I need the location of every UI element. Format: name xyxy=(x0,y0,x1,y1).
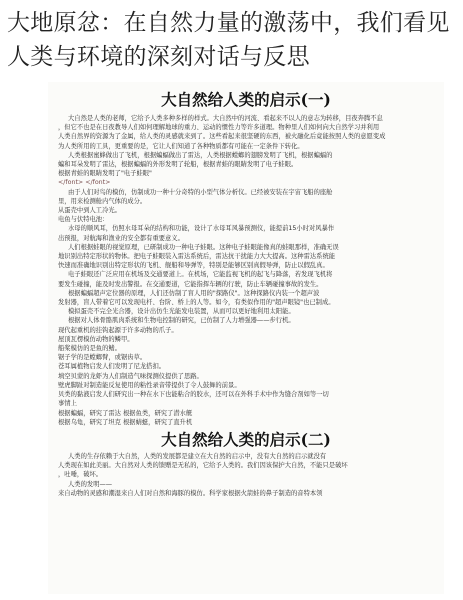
article-line: ，但它不也是在日夜教导人们如何理解地球的重力、运动的惯性力等许多道理。物种里人们如何向大自然学习并利用 xyxy=(58,124,380,132)
article-line: 根据乌龟，研究了坦克 根据蜻蜓，研究了直升机 xyxy=(58,418,193,426)
scanned-article-image xyxy=(48,82,444,594)
page-headline: 大地原忿：在自然力量的激荡中，我们看见人类与环境的深刻对话与反思 xyxy=(7,10,450,70)
article-line: 蝙和耳朵发明了雷达，根据蝙蝠的外形发明了轮船，根据青蛙的眼睛发明了电子蛙眼。 xyxy=(58,161,298,169)
article-line: 快速而准确地识别出特定形状的飞机、舰船和导弹等，特别是能够区别真假导弹，防止以假乱真。 xyxy=(58,262,329,270)
article-line: 大自然是人类的老师，它给予人类多种多样的样式。大自然中的河流、看起来不以人的意志为转移，目夜奔腾不息 xyxy=(68,115,383,122)
article-line: 人类的生存依赖于大自然，人类的发展都是建立在大自然的启示中，没有大自然的启示就没有 xyxy=(68,452,327,460)
article-line: 苍耳属植物启发人们发明了尼龙搭扣。 xyxy=(58,363,166,371)
article-line: 壁虎脚趾对制造能反复使用的粘性录音带提供了令人鼓舞的前景。 xyxy=(58,381,241,389)
section-two-body xyxy=(48,452,444,498)
article-line: 现代起重机的挂钩起源于许多动物的爪子。 xyxy=(58,326,178,334)
article-line: 从蛋壳中到人工冷光。 xyxy=(58,207,121,215)
article-line: 人类自然界的资源为了金属，给人类的灵感就来到了。这些看起来很坚硬的东西，被火融化后竟能按照人类的意愿变成 xyxy=(58,133,386,141)
article-line: 贝类的黏液启发人们研究出一种在水下也能粘合的胶水，还可以在外科手术中作为缝合剂如等一切 xyxy=(58,391,329,399)
article-line: 根据青蛙的眼睛发明了"电子蛙眼" xyxy=(58,170,152,178)
article-title-two: 大自然给人类的启示(二) xyxy=(161,429,331,449)
article-line: 根据蝙蝠超声定位器的原理，人们还仿制了盲人用的"探路仪"。这种探路仪内装一个超声波 xyxy=(68,289,320,297)
article-line: 地识别出特定形状的物体。把电子蛙眼装入雷达系统后，雷达抗干扰能力大大提高。这种雷达系统能 xyxy=(58,253,336,261)
article-line: </font> </font> xyxy=(58,179,111,187)
article-line: 要发生碰撞，能及时发出警报。在交通要道，它能指挥车辆的行驶，防止车辆碰撞事故的发生。 xyxy=(58,280,323,288)
article-line: 来自动物的灵感和潮湿来自人们对自然和海豚的模仿。科学家根据火箭蛙的鼻子制造的音特本领 xyxy=(58,489,323,497)
article-title-one: 大自然给人类的启示(一) xyxy=(161,90,331,109)
article-line: 屋顶瓦楞模仿动物的鳞甲。 xyxy=(58,335,134,343)
article-line: 里，用来检测舱内气体的成分。 xyxy=(58,197,147,205)
article-line: 发射器，盲人带着它可以发现电杆、台阶、桥上的人等。如今，有类似作用的"超声眼镜"也已制成。 xyxy=(58,299,335,307)
article-line: 出预报，对航海和渔业的安全都有重要意义。 xyxy=(58,234,184,242)
article-line: 由于人们对鸟的模仿，仿制成功一种十分奇特的小型气体分析仪。已经被安装在宇宙飞船的座舱 xyxy=(68,188,333,196)
article-line: 船桨模仿的是鱼的鳍。 xyxy=(58,345,121,353)
article-line: 锯子学的是螳螂臂，或锯齿草。 xyxy=(58,354,147,362)
article-line: 水母的顺风耳，仿照水母耳朵的结构和功能，设计了水母耳风暴预测仪，能提前15小时对风暴作 xyxy=(68,225,335,233)
article-line: 模拟蛋壳不完全光合器，设计出仿生光能发电装置，从而可以更好地利用太阳能。 xyxy=(68,308,295,316)
article-line: 事情上 xyxy=(58,400,77,408)
article-line: ，吐唾，破坏。 xyxy=(58,471,103,479)
article-line: 人们根据蛙眼的视觉原理，已研制成功一种电子蛙眼。这种电子蛙眼能像真的蛙眼那样，准确无误 xyxy=(68,243,339,251)
article-line: 人类根据蜜蜂做出了飞机，根据蝙蝠做出了雷达，人类根据螳螂的翅膀发明了飞机，根据蝙蝠的 xyxy=(68,151,333,159)
article-line: 电鱼与伏特电池： xyxy=(58,216,109,224)
article-line: 人类的发明—— xyxy=(68,480,113,488)
article-line: 人类现在如此美丽。大自然对人类的馈赠是无私的，它给予人类的。我们因该保护大自然，不能只是破坏 xyxy=(58,462,348,470)
section-one-body xyxy=(48,114,444,427)
article-line: 根据对人体骨骼肌肉系统和生物电控制的研究，已仿制了人力增强器——步行机。 xyxy=(68,317,295,325)
article-line: 为人类所用的工具，更重要的是，它让人们知道了各种物质都有可能在一定条件下转化。 xyxy=(58,142,304,150)
article-line: 根据蝙蝠，研究了雷达 根据鱼类，研究了潜水艇 xyxy=(58,409,193,417)
article-line: 填空贝蒙的龙虾为人们制造气味探测仪提供了思路。 xyxy=(58,372,203,380)
article-line: 电子蛙眼还广泛应用在机场及交通要道上。在机场，它能监视飞机的起飞与降落，若发现飞机将 xyxy=(68,271,333,279)
